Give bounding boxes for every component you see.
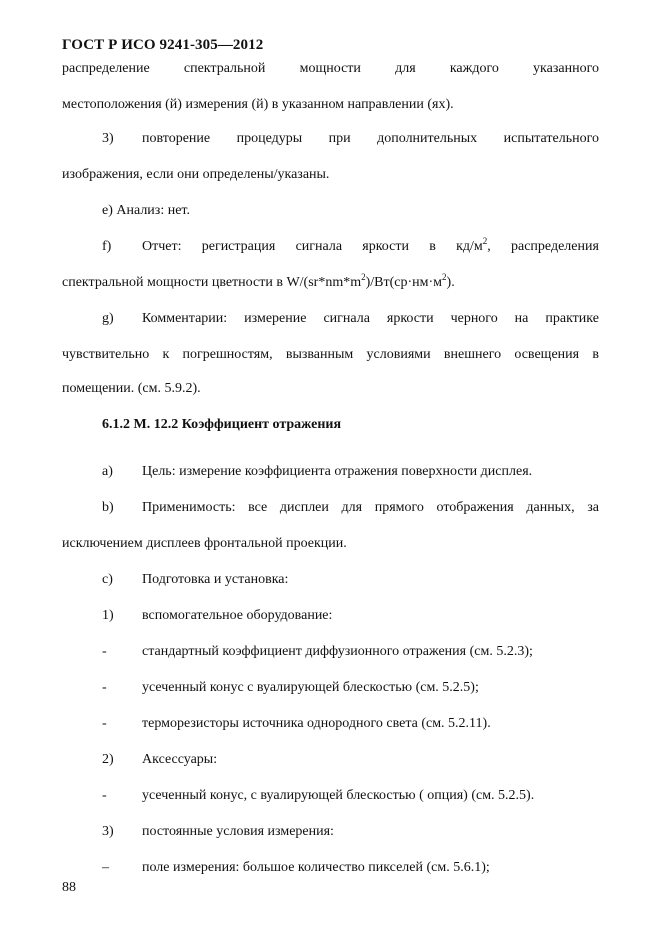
word: для <box>341 500 363 515</box>
word: все <box>248 500 268 515</box>
word: в <box>592 347 599 362</box>
word: за <box>587 500 599 515</box>
list-item-text: Цель: измерение коэффициента отражения поверхности дисплея. <box>142 464 533 479</box>
page-number: 88 <box>62 880 76 895</box>
list-label: 3) <box>102 131 114 146</box>
word: измерение <box>244 311 307 326</box>
word: дополнительных <box>377 131 478 146</box>
word: чувствительно <box>62 347 150 362</box>
word: черного <box>450 311 498 326</box>
paragraph-line: местоположения (й) измерения (й) в указанном направлении (ях). <box>62 97 454 112</box>
list-item-text: усеченный конус с вуалирующей блескостью (см. 5.2.5); <box>142 680 479 695</box>
word: при <box>328 131 351 146</box>
paragraph-line <box>62 60 599 78</box>
list-label: 1) <box>102 608 114 623</box>
word: освещения <box>514 347 580 362</box>
paragraph-line: изображения, если они определены/указаны. <box>62 167 330 182</box>
word: указанного <box>533 61 599 76</box>
list-item-text: терморезисторы источника однородного света (см. 5.2.11). <box>142 716 491 731</box>
list-item-text: Аксессуары: <box>142 752 218 767</box>
word: для <box>395 61 416 76</box>
word: прямого <box>374 500 424 515</box>
list-label: g) <box>102 311 114 326</box>
list-item-text: Подготовка и установка: <box>142 572 289 587</box>
list-item-text: поле измерения: большое количество пикселей (см. 5.6.1); <box>142 860 490 875</box>
word: данных, <box>526 500 575 515</box>
list-item-text: усеченный конус, с вуалирующей блескостью ( опция) (см. 5.2.5). <box>142 788 535 803</box>
word: отображения <box>436 500 514 515</box>
word: спектральной <box>183 61 266 76</box>
word: условиями <box>366 347 431 362</box>
list-label: - <box>102 788 107 803</box>
list-label: f) <box>102 239 112 254</box>
paragraph-line: исключением дисплеев фронтальной проекции. <box>62 536 347 551</box>
word: вызванным <box>285 347 354 362</box>
list-label: – <box>102 860 109 875</box>
list-item-text: стандартный коэффициент диффузионного отражения (см. 5.2.3); <box>142 644 533 659</box>
list-label: - <box>102 644 107 659</box>
word: сигнала <box>295 239 343 254</box>
word: в <box>429 239 436 254</box>
list-label: 2) <box>102 752 114 767</box>
word: Отчет: <box>142 239 182 254</box>
word: яркости <box>386 311 434 326</box>
word: Применимость: <box>142 500 236 515</box>
list-item-text <box>142 310 599 328</box>
word: испытательного <box>503 131 599 146</box>
word: дисплеи <box>279 500 329 515</box>
list-item-text <box>142 238 599 256</box>
paragraph-line: помещении. (см. 5.9.2). <box>62 381 201 396</box>
word: процедуры <box>236 131 303 146</box>
word: повторение <box>142 131 211 146</box>
word: на <box>514 311 529 326</box>
paragraph-line: спектральной мощности цветности в $W/(sr*nm*m^2)/Вт(ср\cdot нм\cdot м^2)$. <box>62 272 455 290</box>
list-label: 3) <box>102 824 114 839</box>
word: каждого <box>449 61 499 76</box>
list-label: - <box>102 680 107 695</box>
list-item-text <box>142 130 599 148</box>
list-label: b) <box>102 500 114 515</box>
word: погрешностям, <box>182 347 273 362</box>
word: сигнала <box>323 311 370 326</box>
list-label: c) <box>102 572 113 587</box>
list-item-text: постоянные условия измерения: <box>142 824 334 839</box>
word: распределение <box>62 61 150 76</box>
document-header: ГОСТ Р ИСО 9241-305—2012 <box>62 37 264 53</box>
word: внешнего <box>443 347 502 362</box>
word: Комментарии: <box>142 311 228 326</box>
paragraph-line <box>62 346 599 364</box>
word: к <box>162 347 170 362</box>
word: распределения <box>511 239 599 254</box>
list-item-text <box>142 499 599 517</box>
list-label: a) <box>102 464 113 479</box>
section-heading: 6.1.2 М. 12.2 Коэффициент отражения <box>102 417 342 432</box>
list-label: - <box>102 716 107 731</box>
list-item-text: вспомогательное оборудование: <box>142 608 333 623</box>
word: мощности <box>299 61 361 76</box>
word: яркости <box>362 239 409 254</box>
word: практике <box>545 311 599 326</box>
word: $кд/м^2$, <box>456 236 491 254</box>
word: регистрация <box>201 239 276 254</box>
list-item: e) Анализ: нет. <box>102 203 190 218</box>
